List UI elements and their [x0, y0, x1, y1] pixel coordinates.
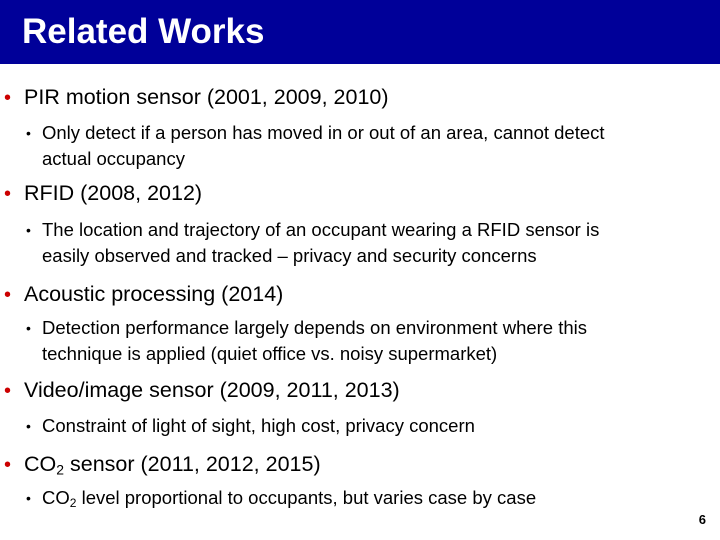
sub-bullet-dot-icon: • — [26, 222, 31, 238]
bullet-co2 — [4, 451, 321, 478]
co2-detail-suffix: level proportional to occupants, but varies case by case — [76, 487, 537, 508]
bullet-dot-icon: • — [4, 454, 12, 476]
sub-bullet-acoustic — [26, 315, 716, 367]
sub-bullet-pir — [26, 120, 716, 172]
bullet-video — [4, 377, 400, 404]
bullet-acoustic — [4, 281, 283, 308]
sub-bullet-dot-icon: • — [26, 320, 31, 336]
page-number: 6 — [698, 512, 706, 527]
bullet-heading: PIR motion sensor (2001, 2009, 2010) — [24, 85, 389, 109]
bullet-heading: Acoustic processing (2014) — [24, 282, 284, 306]
bullet-pir — [4, 84, 389, 111]
sub-bullet-line: actual occupancy — [42, 148, 185, 169]
co2-detail-subscript: 2 — [69, 496, 77, 510]
bullet-dot-icon: • — [4, 87, 12, 109]
bullet-dot-icon: • — [4, 183, 12, 205]
bullet-heading: RFID (2008, 2012) — [24, 181, 203, 205]
sub-bullet-video — [26, 413, 716, 439]
co2-heading-subscript: 2 — [56, 461, 65, 478]
sub-bullet-rfid — [26, 217, 716, 269]
sub-bullet-line: technique is applied (quiet office vs. noisy supermarket) — [42, 343, 498, 364]
sub-bullet-dot-icon: • — [26, 418, 31, 434]
sub-bullet-line: Detection performance largely depends on environment where this — [42, 317, 588, 338]
bullet-rfid — [4, 180, 202, 207]
sub-bullet-dot-icon: • — [26, 490, 31, 506]
co2-heading-prefix: CO — [24, 452, 57, 476]
sub-bullet-line: The location and trajectory of an occupant wearing a RFID sensor is — [42, 219, 600, 240]
co2-detail-prefix: CO — [42, 487, 70, 508]
sub-bullet-line: Only detect if a person has moved in or out of an area, cannot detect — [42, 122, 605, 143]
co2-heading-suffix: sensor (2011, 2012, 2015) — [64, 452, 321, 476]
title-bar — [0, 0, 720, 64]
bullet-heading: Video/image sensor (2009, 2011, 2013) — [24, 378, 400, 402]
slide-title: Related Works — [22, 12, 265, 51]
sub-bullet-line: Constraint of light of sight, high cost, privacy concern — [42, 415, 475, 436]
sub-bullet-co2 — [26, 485, 716, 511]
bullet-dot-icon: • — [4, 380, 12, 402]
sub-bullet-line: easily observed and tracked – privacy and security concerns — [42, 245, 537, 266]
sub-bullet-line — [26, 485, 716, 511]
bullet-dot-icon: • — [4, 284, 12, 306]
sub-bullet-dot-icon: • — [26, 125, 31, 141]
